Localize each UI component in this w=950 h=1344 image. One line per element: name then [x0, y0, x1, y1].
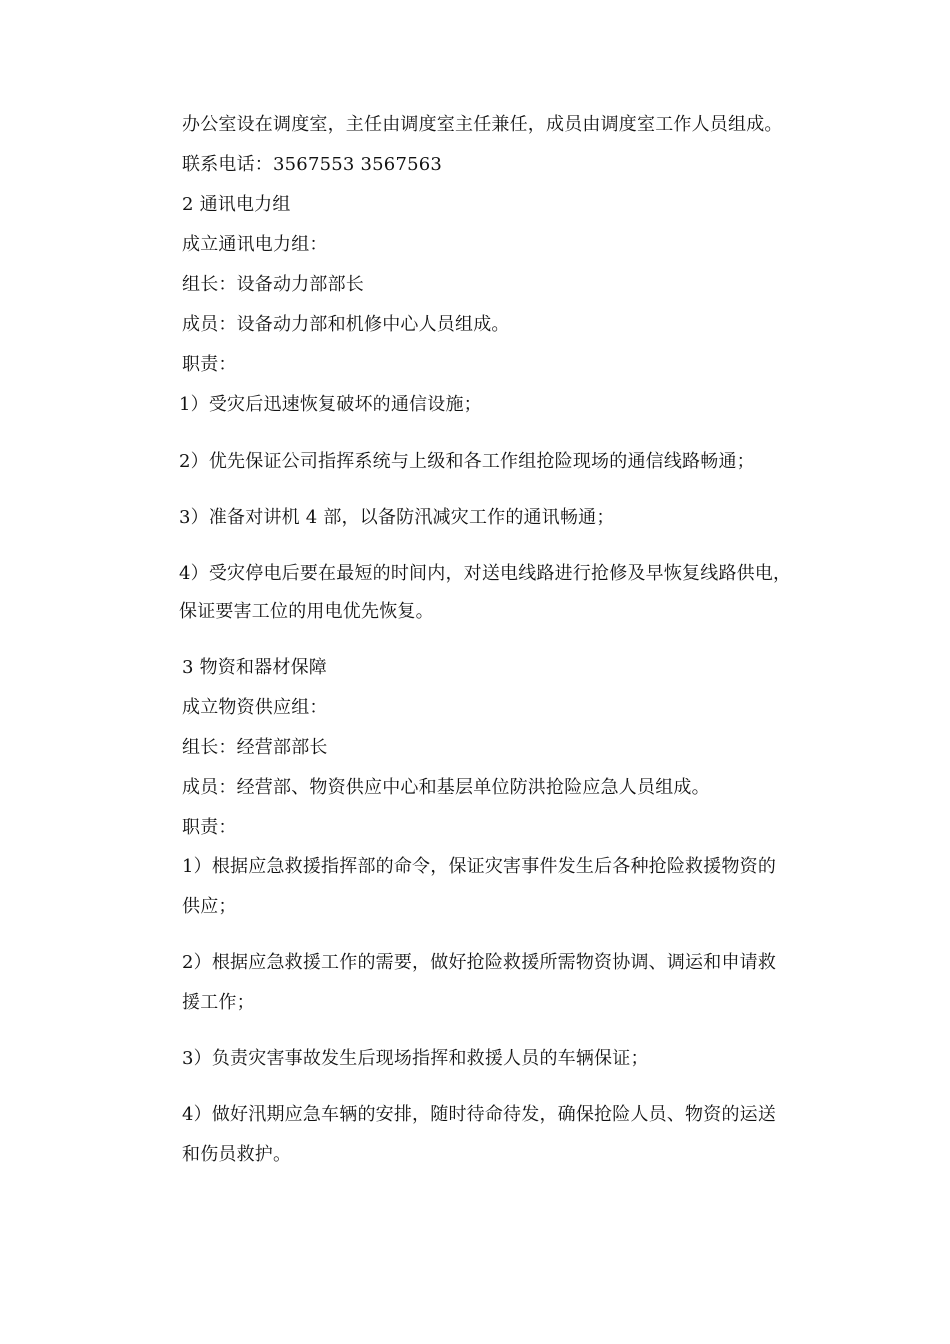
section2-establish: 成立通讯电力组：	[182, 234, 328, 255]
section2-members: 成员：设备动力部和机修中心人员组成。	[182, 314, 510, 335]
section3-heading: 3 物资和器材保障	[182, 657, 327, 678]
section2-duty-4-line1: 4）受灾停电后要在最短的时间内，对送电线路进行抢修及早恢复线路供电，	[179, 563, 792, 584]
contact-phone: 联系电话：3567553 3567563	[182, 154, 443, 175]
section3-duty-1-line2: 供应；	[182, 896, 237, 917]
section3-duties-label: 职责：	[182, 817, 237, 838]
section2-duties-label: 职责：	[182, 354, 237, 375]
section2-duty-3: 3）准备对讲机 4 部，以备防汛减灾工作的通讯畅通；	[179, 507, 615, 528]
office-text: 办公室设在调度室，主任由调度室主任兼任，成员由调度室工作人员组成。	[182, 114, 783, 135]
section3-duty-1-line1: 1）根据应急救援指挥部的命令，保证灾害事件发生后各种抢险救援物资的	[182, 856, 777, 877]
section2-duty-4-line2: 保证要害工位的用电优先恢复。	[179, 601, 434, 622]
section3-duty-2-line1: 2）根据应急救援工作的需要，做好抢险救援所需物资协调、调运和申请救	[182, 952, 777, 973]
section3-duty-2-line2: 援工作；	[182, 992, 255, 1013]
section2-duty-1: 1）受灾后迅速恢复破坏的通信设施；	[179, 394, 482, 415]
section2-leader: 组长：设备动力部部长	[182, 274, 364, 295]
section2-duty-2: 2）优先保证公司指挥系统与上级和各工作组抢险现场的通信线路畅通；	[179, 451, 755, 472]
section3-leader: 组长：经营部部长	[182, 737, 328, 758]
section3-establish: 成立物资供应组：	[182, 697, 328, 718]
section3-duty-3: 3）负责灾害事故发生后现场指挥和救援人员的车辆保证；	[182, 1048, 649, 1069]
section3-members: 成员：经营部、物资供应中心和基层单位防洪抢险应急人员组成。	[182, 777, 710, 798]
section3-duty-4-line2: 和伤员救护。	[182, 1144, 292, 1165]
section3-duty-4-line1: 4）做好汛期应急车辆的安排，随时待命待发，确保抢险人员、物资的运送	[182, 1104, 777, 1125]
section2-heading: 2 通讯电力组	[182, 194, 291, 215]
